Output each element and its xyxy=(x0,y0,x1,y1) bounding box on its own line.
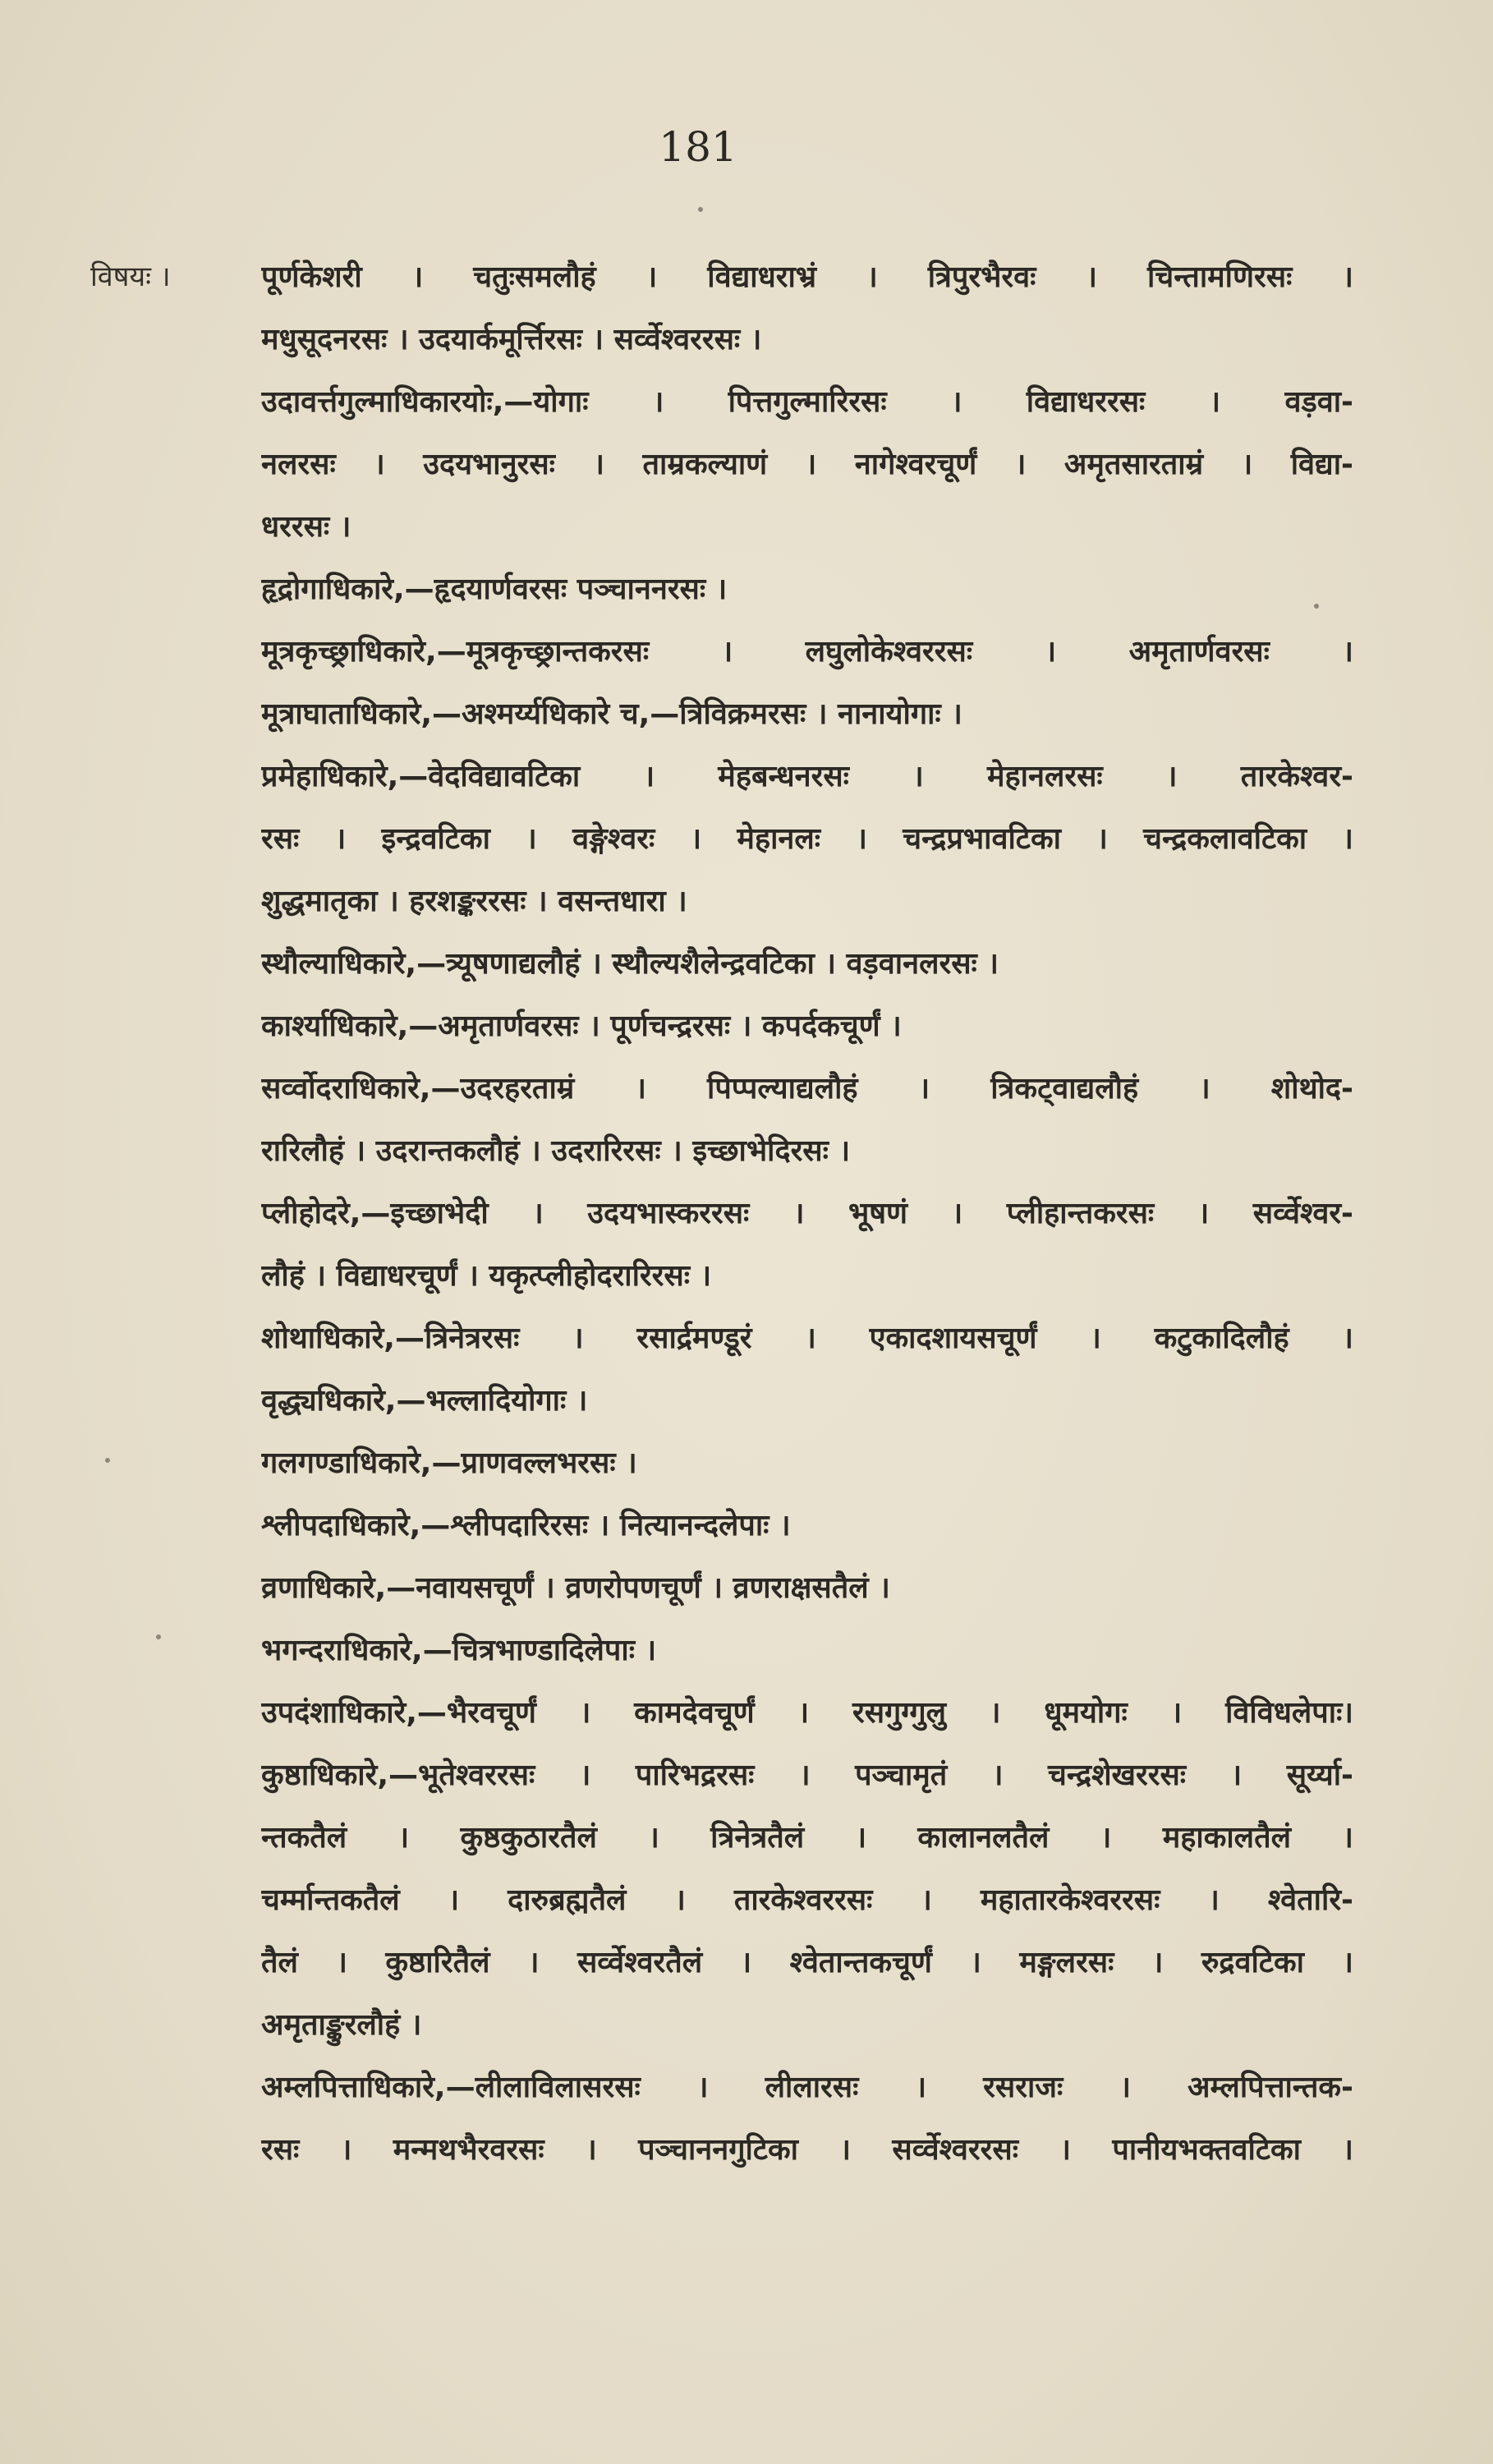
index-line: मधुसूदनरसः । उदयार्कमूर्त्तिरसः । सर्व्वेश्वररसः । xyxy=(261,323,762,356)
index-line: अम्लपित्ताधिकारे,—लीलाविलासरसः । लीलारसः । रसराजः । अम्लपित्तान्तक- xyxy=(261,2071,1353,2104)
index-line: रसः । इन्द्रवटिका । वङ्गेश्वरः । मेहानलः । चन्द्रप्रभावटिका । चन्द्रकलावटिका । xyxy=(261,822,1353,856)
section-label: विषयः । xyxy=(90,260,171,293)
index-line: हृद्रोगाधिकारे,—हृदयार्णवरसः पञ्चाननरसः । xyxy=(261,572,728,606)
index-line: कुष्ठाधिकारे,—भूतेश्वररसः । पारिभद्ररसः । पञ्चामृतं । चन्द्रशेखररसः । सूर्य्या- xyxy=(261,1758,1353,1792)
index-line: उपदंशाधिकारे,—भैरवचूर्णं । कामदेवचूर्णं । रसगुग्गुलु । धूमयोगः । विविधलेपाः। xyxy=(261,1696,1353,1730)
index-line: पूर्णकेशरी । चतुःसमलौहं । विद्याधराभ्रं । त्रिपुरभैरवः । चिन्तामणिरसः । xyxy=(261,260,1353,294)
index-line: शोथाधिकारे,—त्रिनेत्ररसः । रसार्द्रमण्डूरं । एकादशायसचूर्णं । कटुकादिलौहं । xyxy=(261,1322,1353,1355)
index-line: धररसः । xyxy=(261,510,351,544)
paper-speck xyxy=(156,1634,161,1639)
index-line: रारिलौहं । उदरान्तकलौहं । उदरारिरसः । इच्छाभेदिरसः । xyxy=(261,1134,851,1168)
index-line: न्तकतैलं । कुष्ठकुठारतैलं । त्रिनेत्रतैलं । कालानलतैलं । महाकालतैलं । xyxy=(261,1821,1353,1855)
index-line: श्लीपदाधिकारे,—श्लीपदारिरसः । नित्यानन्दलेपाः । xyxy=(261,1509,791,1542)
index-line: नलरसः । उदयभानुरसः । ताम्रकल्याणं । नागेश्वरचूर्णं । अमृतसारताम्रं । विद्या- xyxy=(261,448,1353,481)
index-line: मूत्रकृच्छ्राधिकारे,—मूत्रकृच्छ्रान्तकरसः । लघुलोकेश्वररसः । अमृतार्णवरसः । xyxy=(261,635,1353,669)
index-content xyxy=(261,246,1353,2181)
index-line: वृद्ध्यधिकारे,—भल्लादियोगाः । xyxy=(261,1384,588,1418)
paper-speck xyxy=(1314,604,1319,609)
index-line: भगन्दराधिकारे,—चित्रभाण्डादिलेपाः । xyxy=(261,1634,657,1667)
index-line: अमृताङ्कुरलौहं । xyxy=(261,2008,422,2042)
index-line: गलगण्डाधिकारे,—प्राणवल्लभरसः । xyxy=(261,1446,637,1480)
index-line: उदावर्त्तगुल्माधिकारयोः,—योगाः । पित्तगुल्मारिरसः । विद्याधररसः । वड़वा- xyxy=(261,385,1353,419)
index-line: सर्व्वोदराधिकारे,—उदरहरताम्रं । पिप्पल्याद्यलौहं । त्रिकट्वाद्यलौहं । शोथोद- xyxy=(261,1072,1353,1106)
paper-speck xyxy=(698,207,703,212)
index-line: प्लीहोदरे,—इच्छाभेदी । उदयभास्कररसः । भूषणं । प्लीहान्तकरसः । सर्व्वेश्वर- xyxy=(261,1197,1353,1230)
index-line: रसः । मन्मथभैरवरसः । पञ्चाननगुटिका । सर्व्वेश्वररसः । पानीयभक्तवटिका । xyxy=(261,2133,1353,2167)
index-line: तैलं । कुष्ठारितैलं । सर्व्वेश्वरतैलं । श्वेतान्तकचूर्णं । मङ्गलरसः । रुद्रवटिका । xyxy=(261,1946,1353,1979)
index-line: शुद्धमातृका । हरशङ्कररसः । वसन्तधारा । xyxy=(261,885,687,918)
index-line: प्रमेहाधिकारे,—वेदविद्यावटिका । मेहबन्धनरसः । मेहानलरसः । तारकेश्वर- xyxy=(261,760,1353,793)
index-line: लौहं । विद्याधरचूर्णं । यकृत्प्लीहोदरारिरसः । xyxy=(261,1259,712,1293)
index-line: कार्श्याधिकारे,—अमृतार्णवरसः । पूर्णचन्द्ररसः । कपर्दकचूर्णं । xyxy=(261,1009,902,1043)
index-line: व्रणाधिकारे,—नवायसचूर्णं । व्रणरोपणचूर्णं । व्रणराक्षसतैलं । xyxy=(261,1571,890,1605)
index-line: मूत्राघाताधिकारे,—अश्मर्य्यधिकारे च,—त्रिविक्रमरसः । नानायोगाः । xyxy=(261,697,962,731)
index-line: चर्म्मान्तकतैलं । दारुब्रह्मतैलं । तारकेश्वररसः । महातारकेश्वररसः । श्वेतारि- xyxy=(261,1883,1353,1917)
paper-speck xyxy=(105,1458,110,1463)
page-number: 181 xyxy=(659,123,737,171)
index-line: स्थौल्याधिकारे,—त्र्यूषणाद्यलौहं । स्थौल्यशैलेन्द्रवटिका । वड़वानलरसः । xyxy=(261,947,999,981)
